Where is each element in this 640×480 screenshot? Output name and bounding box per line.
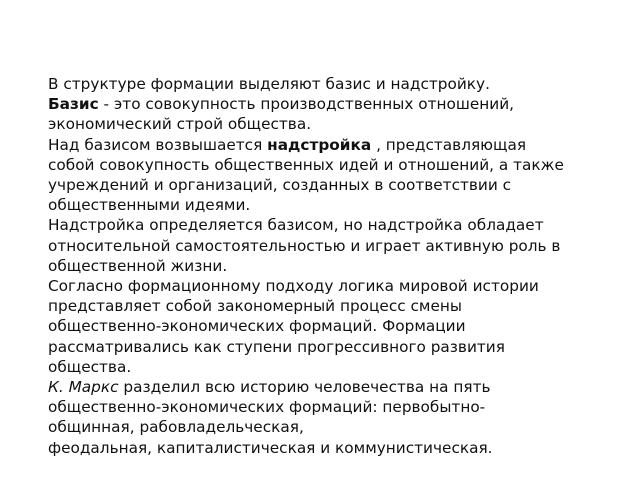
- basis-term: Базис: [48, 95, 99, 114]
- superstructure-line-2: собой совокупность общественных идей и отношений, а также: [48, 155, 564, 174]
- superstructure-rest-text: , представляющая: [371, 135, 527, 154]
- basis-definition-line-2: экономический строй общества.: [48, 115, 312, 134]
- approach-line-1: Согласно формационному подходу логика мировой истории: [48, 277, 539, 296]
- basis-definition-line-1: [48, 94, 608, 114]
- marx-line-2: общественно-экономических формаций: первобытно-: [48, 398, 486, 417]
- determination-line-1: Надстройка определяется базисом, но надстройка обладает: [48, 216, 544, 235]
- approach-line-2: представляет собой закономерный процесс смены: [48, 297, 462, 316]
- basis-definition-text: - это совокупность производственных отношений,: [98, 95, 515, 114]
- approach-line-5: общества.: [48, 357, 132, 376]
- marx-line-1: [48, 377, 608, 397]
- marx-line-4: феодальная, капиталистическая и коммунистическая.: [48, 438, 493, 457]
- text-body: [48, 74, 608, 458]
- determination-line-3: общественной жизни.: [48, 256, 228, 275]
- superstructure-line-1: [48, 135, 608, 155]
- approach-line-3: общественно-экономических формаций. Формации: [48, 317, 466, 336]
- superstructure-term: надстройка: [267, 135, 372, 154]
- superstructure-line-3: учреждений и организаций, созданных в соответствии с: [48, 176, 512, 195]
- determination-line-2: относительной самостоятельностью и играет активную роль в: [48, 236, 561, 255]
- superstructure-intro-text: Над базисом возвышается: [48, 135, 268, 154]
- marx-rest-text: разделил всю историю человечества на пять: [118, 378, 491, 397]
- marx-name: К. Маркс: [48, 378, 119, 397]
- approach-line-4: рассматривались как ступени прогрессивного развития: [48, 337, 505, 356]
- intro-line: В структуре формации выделяют базис и надстройку.: [48, 75, 490, 93]
- superstructure-line-4: общественными идеями.: [48, 196, 251, 215]
- marx-line-3: общинная, рабовладельческая,: [48, 418, 304, 437]
